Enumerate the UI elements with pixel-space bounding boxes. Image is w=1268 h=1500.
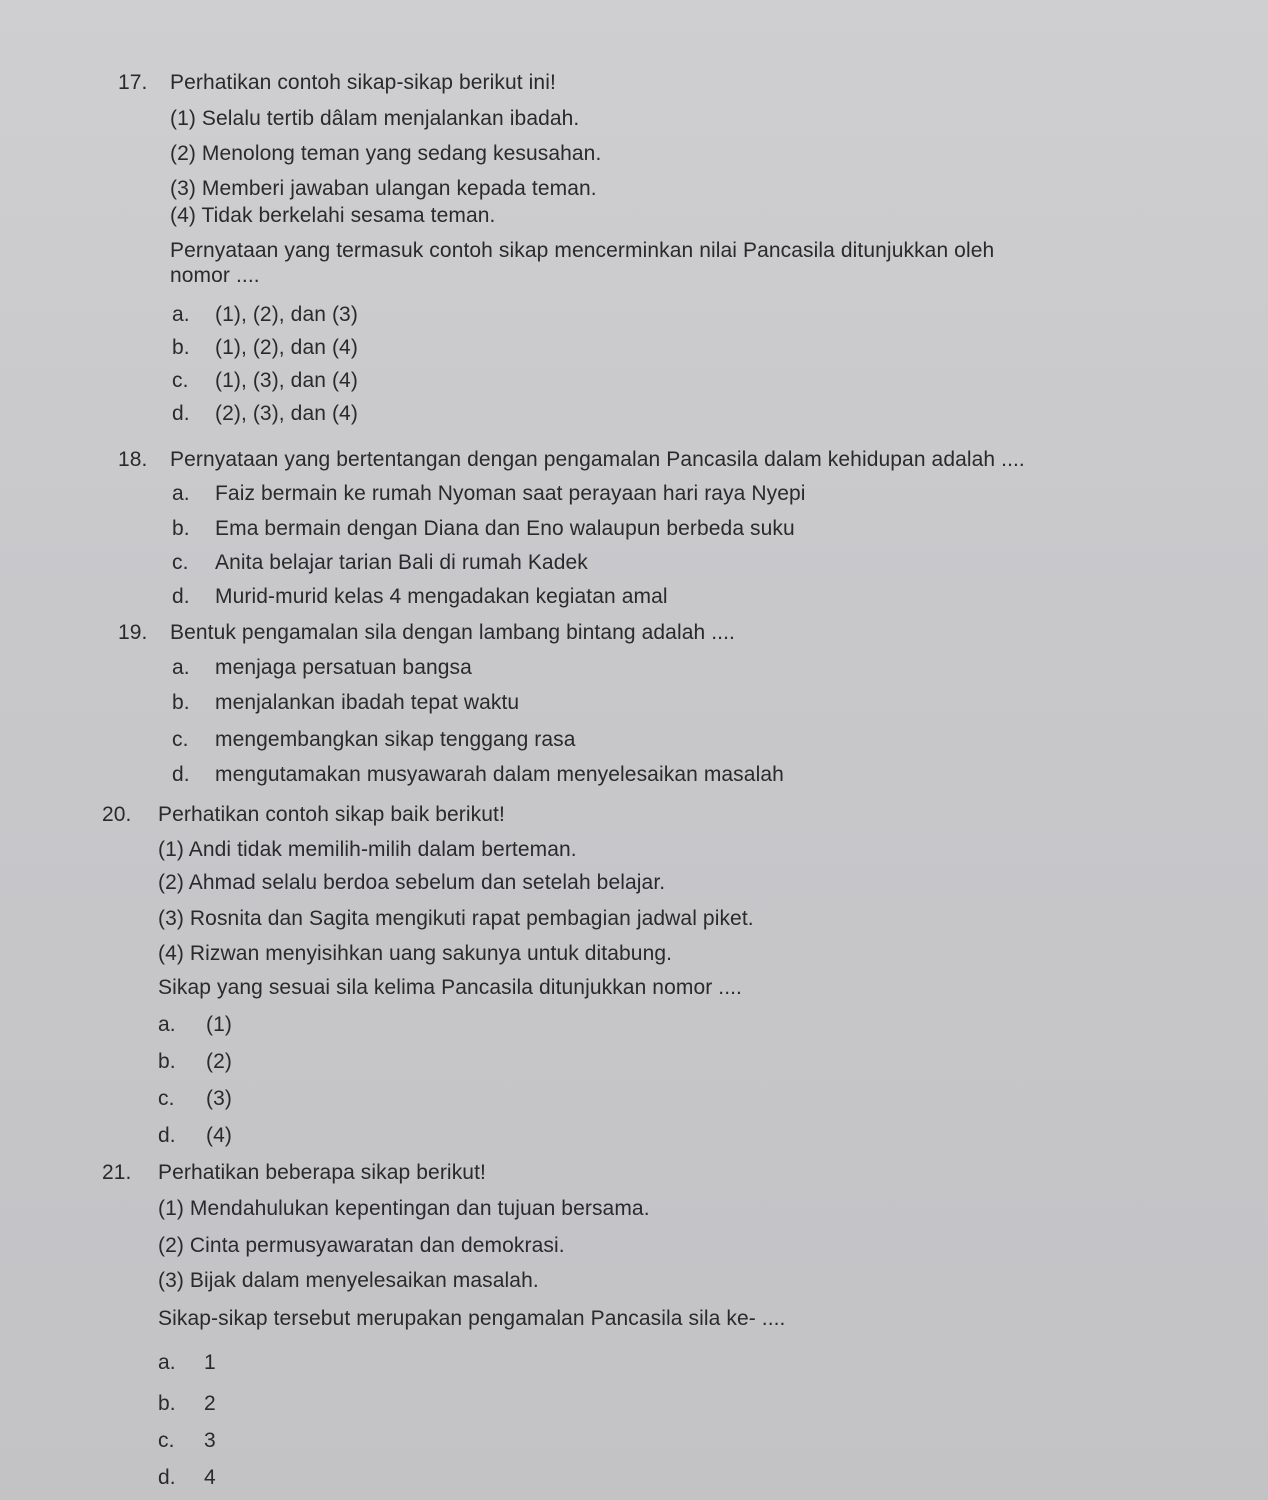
- option-letter: a.: [158, 1351, 176, 1374]
- question-number: 18.: [118, 448, 148, 471]
- option-text[interactable]: (4): [206, 1124, 232, 1147]
- option-text[interactable]: (1), (2), dan (3): [215, 303, 358, 326]
- statement-item: (3) Rosnita dan Sagita mengikuti rapat pembagian jadwal piket.: [158, 907, 754, 930]
- option-text[interactable]: menjaga persatuan bangsa: [215, 656, 472, 679]
- option-letter: a.: [158, 1013, 176, 1036]
- option-text[interactable]: 4: [204, 1466, 216, 1489]
- question-number: 19.: [118, 621, 148, 644]
- option-letter: b.: [158, 1050, 176, 1073]
- question-number: 17.: [118, 71, 148, 94]
- option-letter: c.: [158, 1429, 175, 1452]
- option-letter: c.: [172, 728, 189, 751]
- statement-item: (2) Ahmad selalu berdoa sebelum dan setelah belajar.: [158, 871, 666, 894]
- question-prompt: Perhatikan beberapa sikap berikut!: [158, 1161, 486, 1184]
- option-letter: d.: [158, 1466, 176, 1489]
- question-text: Sikap-sikap tersebut merupakan pengamalan Pancasila sila ke- ....: [158, 1307, 786, 1330]
- option-text[interactable]: (1): [206, 1013, 232, 1036]
- option-letter: a.: [172, 656, 190, 679]
- option-text[interactable]: mengembangkan sikap tenggang rasa: [215, 728, 576, 751]
- question-number: 21.: [102, 1161, 132, 1184]
- option-letter: b.: [172, 691, 190, 714]
- question-text: Sikap yang sesuai sila kelima Pancasila ditunjukkan nomor ....: [158, 976, 742, 999]
- option-letter: b.: [172, 336, 190, 359]
- statement-item: (1) Andi tidak memilih-milih dalam berteman.: [158, 838, 577, 861]
- option-text[interactable]: (2): [206, 1050, 232, 1073]
- option-letter: b.: [172, 517, 190, 540]
- option-letter: d.: [172, 763, 190, 786]
- option-text[interactable]: Anita belajar tarian Bali di rumah Kadek: [215, 551, 588, 574]
- option-text[interactable]: (1), (2), dan (4): [215, 336, 358, 359]
- statement-item: (1) Selalu tertib dâlam menjalankan ibadah.: [170, 107, 580, 130]
- option-text[interactable]: (2), (3), dan (4): [215, 402, 358, 425]
- option-text[interactable]: menjalankan ibadah tepat waktu: [215, 691, 520, 714]
- statement-item: (1) Mendahulukan kepentingan dan tujuan bersama.: [158, 1197, 650, 1220]
- question-number: 20.: [102, 803, 132, 826]
- question-text: nomor ....: [170, 264, 260, 287]
- statement-item: (2) Menolong teman yang sedang kesusahan.: [170, 142, 602, 165]
- question-prompt: Perhatikan contoh sikap-sikap berikut ini!: [170, 71, 556, 94]
- question-text: Pernyataan yang termasuk contoh sikap mencerminkan nilai Pancasila ditunjukkan oleh: [170, 239, 995, 262]
- option-text[interactable]: (3): [206, 1087, 232, 1110]
- option-letter: c.: [172, 551, 189, 574]
- option-text[interactable]: 2: [204, 1392, 216, 1415]
- question-prompt: Perhatikan contoh sikap baik berikut!: [158, 803, 505, 826]
- option-text[interactable]: mengutamakan musyawarah dalam menyelesaikan masalah: [215, 763, 784, 786]
- option-text[interactable]: Murid-murid kelas 4 mengadakan kegiatan amal: [215, 585, 668, 608]
- option-letter: a.: [172, 482, 190, 505]
- option-text[interactable]: (1), (3), dan (4): [215, 369, 358, 392]
- question-prompt: Pernyataan yang bertentangan dengan pengamalan Pancasila dalam kehidupan adalah ....: [170, 448, 1025, 471]
- option-letter: c.: [158, 1087, 175, 1110]
- statement-item: (4) Tidak berkelahi sesama teman.: [170, 204, 496, 227]
- option-letter: a.: [172, 303, 190, 326]
- option-letter: d.: [158, 1124, 176, 1147]
- option-letter: b.: [158, 1392, 176, 1415]
- option-text[interactable]: 1: [204, 1351, 216, 1374]
- option-letter: d.: [172, 585, 190, 608]
- option-letter: d.: [172, 402, 190, 425]
- option-text[interactable]: Faiz bermain ke rumah Nyoman saat perayaan hari raya Nyepi: [215, 482, 806, 505]
- statement-item: (2) Cinta permusyawaratan dan demokrasi.: [158, 1234, 565, 1257]
- option-text[interactable]: Ema bermain dengan Diana dan Eno walaupun berbeda suku: [215, 517, 795, 540]
- option-letter: c.: [172, 369, 189, 392]
- statement-item: (3) Memberi jawaban ulangan kepada teman.: [170, 177, 597, 200]
- statement-item: (4) Rizwan menyisihkan uang sakunya untuk ditabung.: [158, 942, 673, 965]
- statement-item: (3) Bijak dalam menyelesaikan masalah.: [158, 1269, 539, 1292]
- option-text[interactable]: 3: [204, 1429, 216, 1452]
- question-prompt: Bentuk pengamalan sila dengan lambang bintang adalah ....: [170, 621, 735, 644]
